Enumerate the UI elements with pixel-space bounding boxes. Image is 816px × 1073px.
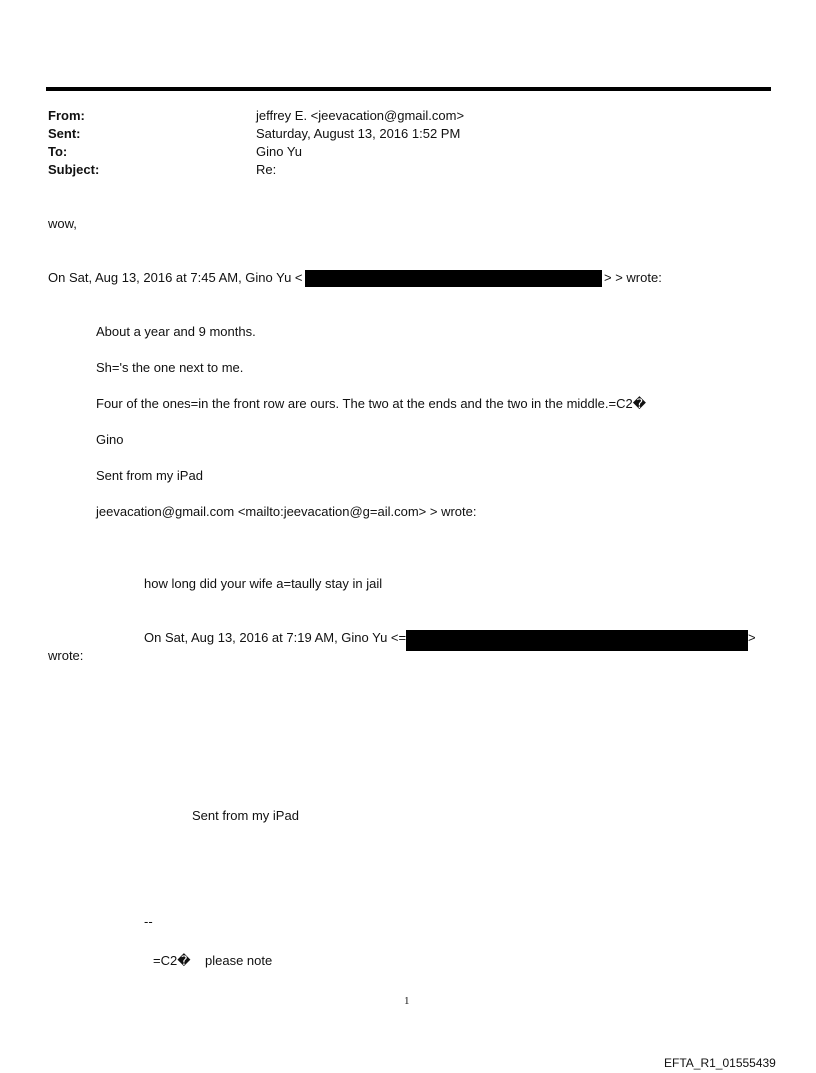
quote2-header-suffix: > bbox=[748, 630, 756, 645]
document-id: EFTA_R1_01555439 bbox=[664, 1056, 776, 1070]
from-label: From: bbox=[48, 108, 85, 123]
subject-label: Subject: bbox=[48, 162, 100, 177]
quote1-line-2: Sh='s the one next to me. bbox=[96, 360, 244, 375]
quote1-line-4: Gino bbox=[96, 432, 124, 447]
quote1-header-suffix: > > wrote: bbox=[604, 270, 662, 285]
quote1-header-prefix: On Sat, Aug 13, 2016 at 7:45 AM, Gino Yu < bbox=[48, 270, 303, 285]
to-value: Gino Yu bbox=[256, 144, 303, 159]
quote2-line-1: how long did your wife a=taully stay in jail bbox=[144, 576, 383, 591]
quote1-line-6: jeevacation@gmail.com <mailto:jeevacation@g=ail.com> > wrote: bbox=[96, 504, 477, 519]
to-label: To: bbox=[48, 144, 68, 159]
quote2-header-prefix: On Sat, Aug 13, 2016 at 7:19 AM, Gino Yu <= bbox=[144, 630, 407, 645]
redaction-bar bbox=[406, 630, 748, 651]
greeting-text: wow, bbox=[48, 216, 77, 231]
quote1-line-3: Four of the ones=in the front row are ours. The two at the ends and the two in the middle.=C2� bbox=[96, 396, 647, 411]
quote3-note: =C2� please note bbox=[153, 953, 273, 968]
sent-value: Saturday, August 13, 2016 1:52 PM bbox=[256, 126, 461, 141]
from-value: jeffrey E. <jeevacation@gmail.com> bbox=[256, 108, 465, 123]
redaction-bar bbox=[305, 270, 602, 287]
quote1-line-1: About a year and 9 months. bbox=[96, 324, 256, 339]
quote3-line-1: Sent from my iPad bbox=[192, 808, 299, 823]
quote3-separator: -- bbox=[144, 914, 153, 929]
subject-value: Re: bbox=[256, 162, 277, 177]
page-number: 1 bbox=[404, 995, 410, 1007]
sent-label: Sent: bbox=[48, 126, 81, 141]
header-rule bbox=[46, 87, 771, 91]
quote1-line-5: Sent from my iPad bbox=[96, 468, 203, 483]
quote2-header-wrap: wrote: bbox=[48, 648, 84, 663]
